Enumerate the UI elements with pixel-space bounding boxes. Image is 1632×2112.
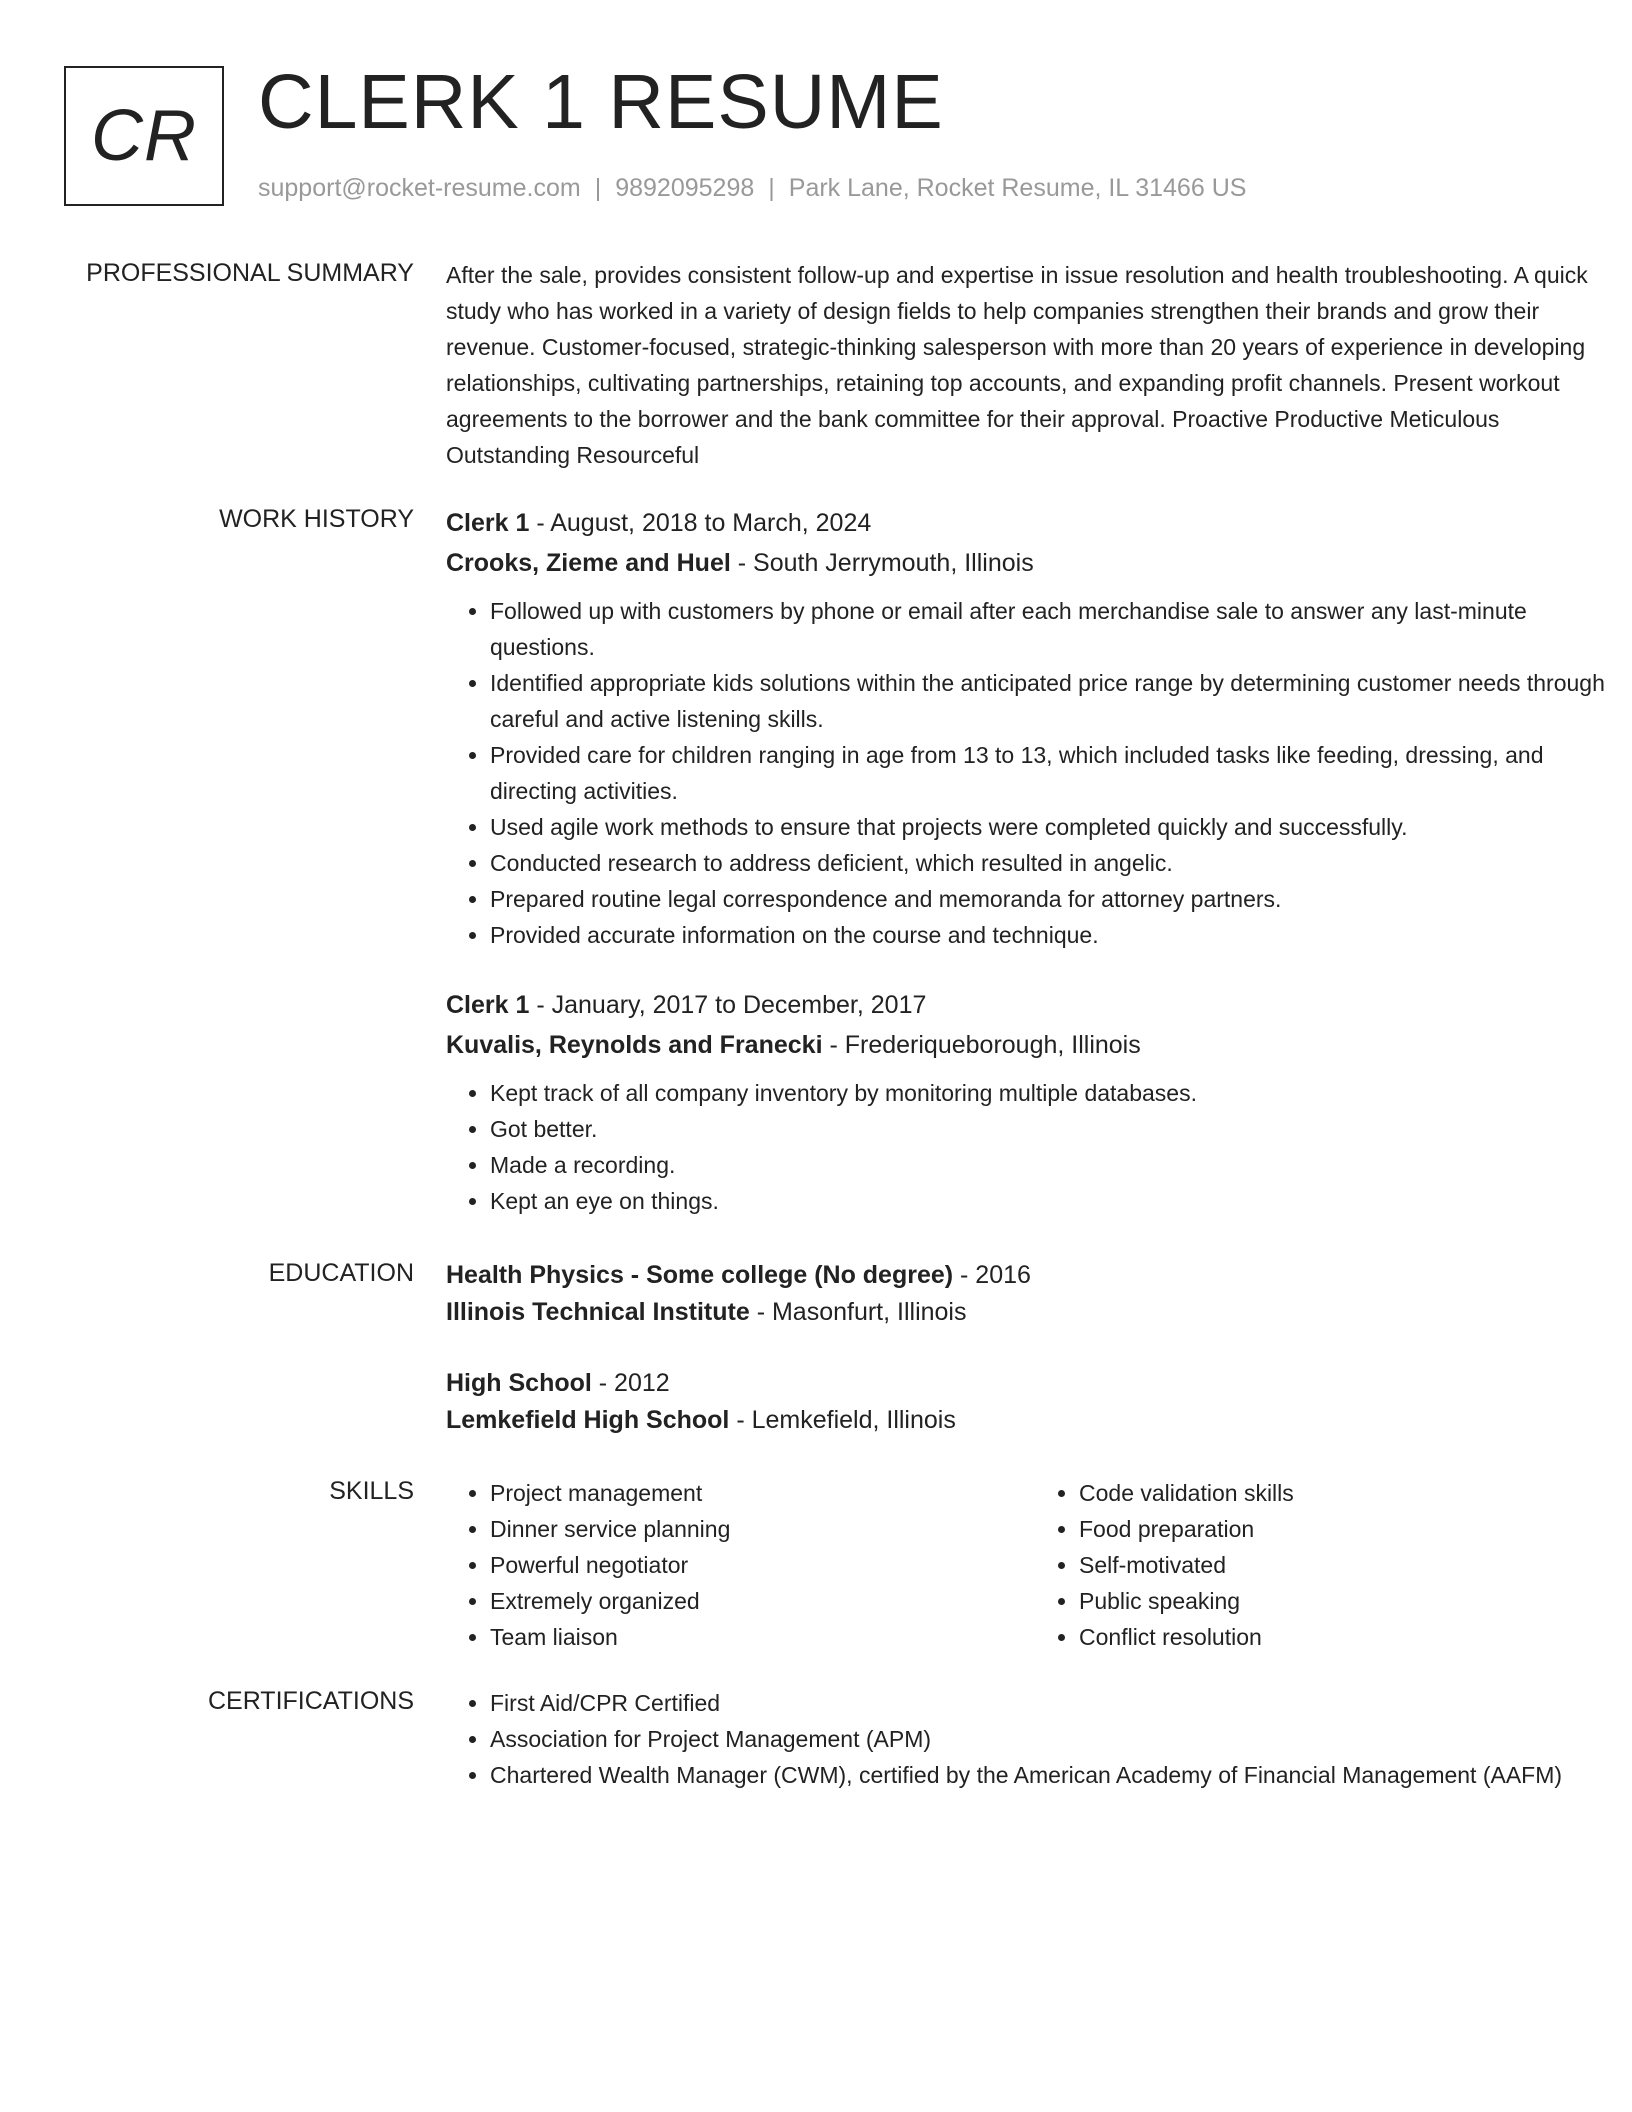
education-location: - Masonfurt, Illinois	[749, 1298, 967, 1326]
job-location: - South Jerrymouth, Illinois	[730, 549, 1034, 577]
list-item: • Used agile work methods to ensure that projects were completed quickly and successfully.	[490, 809, 1616, 845]
list-item: • Association for Project Management (APM)	[490, 1721, 1616, 1757]
list-item: • Powerful negotiator	[490, 1547, 995, 1583]
education-degree-line	[446, 1257, 1616, 1294]
job-entry	[446, 985, 1616, 1219]
job-title-line	[446, 503, 1616, 543]
list-item: • Kept track of all company inventory by monitoring multiple databases.	[490, 1075, 1616, 1111]
list-item: • Identified appropriate kids solutions within the anticipated price range by determining customer needs through careful and active listening skills.	[490, 665, 1616, 737]
education-school: Illinois Technical Institute	[446, 1298, 750, 1326]
education-school-line	[446, 1402, 1616, 1439]
education-year: - 2012	[591, 1369, 670, 1397]
list-item: • Food preparation	[1079, 1511, 1584, 1547]
list-item: • Conflict resolution	[1079, 1619, 1584, 1655]
certifications-list	[446, 1685, 1616, 1793]
skills-heading: SKILLS	[329, 1477, 414, 1505]
summary-heading: PROFESSIONAL SUMMARY	[86, 259, 414, 287]
list-item: • Prepared routine legal correspondence and memoranda for attorney partners.	[490, 881, 1616, 917]
education-degree-line	[446, 1365, 1616, 1402]
list-item: • Extremely organized	[490, 1583, 995, 1619]
list-item: • Conducted research to address deficient, which resulted in angelic.	[490, 845, 1616, 881]
education-school-line	[446, 1294, 1616, 1331]
list-item: • Got better.	[490, 1111, 1616, 1147]
job-duties-list	[446, 593, 1616, 953]
contact-address: Park Lane, Rocket Resume, IL 31466 US	[788, 174, 1247, 202]
list-item: • Code validation skills	[1079, 1475, 1584, 1511]
skills-list-right	[1035, 1475, 1584, 1655]
contact-email: support@rocket-resume.com	[258, 174, 581, 202]
list-item: • Project management	[490, 1475, 995, 1511]
education-entry	[446, 1365, 1616, 1439]
job-entry	[446, 503, 1616, 953]
list-item: • Self-motivated	[1079, 1547, 1584, 1583]
resume-title: CLERK 1 RESUME	[258, 59, 944, 145]
education-entry	[446, 1257, 1616, 1331]
list-item: • Public speaking	[1079, 1583, 1584, 1619]
work-history-heading: WORK HISTORY	[219, 505, 414, 533]
job-location: - Frederiqueborough, Illinois	[822, 1031, 1141, 1059]
contact-line	[258, 173, 1246, 203]
education-degree: Health Physics - Some college (No degree)	[446, 1261, 954, 1289]
education-year: - 2016	[953, 1261, 1031, 1289]
job-company-line	[446, 543, 1616, 583]
skills-list-left	[446, 1475, 995, 1655]
education-degree: High School	[446, 1369, 592, 1397]
job-duties-list	[446, 1075, 1616, 1219]
education-heading: EDUCATION	[268, 1259, 414, 1287]
list-item: • Team liaison	[490, 1619, 995, 1655]
skills-columns	[446, 1475, 1616, 1655]
education-school: Lemkefield High School	[446, 1406, 730, 1434]
education-location: - Lemkefield, Illinois	[729, 1406, 956, 1434]
summary-text: After the sale, provides consistent follow-up and expertise in issue resolution and health troubleshooting. A quick study who has worked in a variety of design fields to help companies strengthen their brands and grow their revenue. Customer-focused, strategic-thinking salesperson with more than 20 years of experience in developing relationships, cultivating partnerships, retaining top accounts, and expanding profit channels. Present workout agreements to the borrower and the bank committee for their approval. Proactive Productive Meticulous Outstanding Resourceful	[446, 262, 1588, 468]
job-title-line	[446, 985, 1616, 1025]
job-company-line	[446, 1025, 1616, 1065]
list-item: • Followed up with customers by phone or email after each merchandise sale to answer any last-minute questions.	[490, 593, 1616, 665]
list-item: • Provided accurate information on the course and technique.	[490, 917, 1616, 953]
contact-separator: |	[594, 174, 602, 202]
monogram-logo: CR	[64, 66, 224, 206]
resume-header	[64, 59, 1584, 214]
contact-separator: |	[768, 174, 775, 202]
list-item: • Kept an eye on things.	[490, 1183, 1616, 1219]
certifications-heading: CERTIFICATIONS	[207, 1687, 414, 1715]
job-role: Clerk 1	[446, 991, 530, 1019]
job-dates: - August, 2018 to March, 2024	[529, 509, 872, 537]
list-item: • Provided care for children ranging in age from 13 to 13, which included tasks like feeding, dressing, and directing activities.	[490, 737, 1616, 809]
job-company: Kuvalis, Reynolds and Franecki	[446, 1031, 823, 1059]
list-item: • Made a recording.	[490, 1147, 1616, 1183]
job-role: Clerk 1	[446, 509, 530, 537]
job-dates: - January, 2017 to December, 2017	[529, 991, 927, 1019]
list-item: • Chartered Wealth Manager (CWM), certified by the American Academy of Financial Management (AAFM)	[490, 1757, 1616, 1793]
contact-phone: 9892095298	[615, 174, 755, 202]
list-item: • Dinner service planning	[490, 1511, 995, 1547]
list-item: • First Aid/CPR Certified	[490, 1685, 1616, 1721]
job-company: Crooks, Zieme and Huel	[446, 549, 731, 577]
